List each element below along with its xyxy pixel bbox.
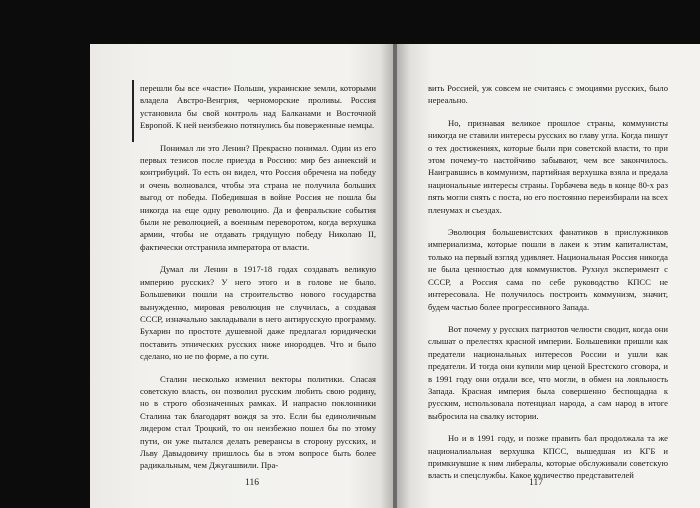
paragraph: Понимал ли это Ленин? Прекрасно понимал. Один из его первых тезисов после приезда в Россию: мир без аннексий и контрибуций. То есть он видел, что Россия обречена на победу и очень волновался, чтобы эта страна не получила больших выгод от победы. Победившая в войне Россия не пошла бы никогда на еще одну революцию. Да и февральские события были не революцией, а военным переворотом, когда верхушка армии, чтобы не отдавать грядущую победу Николаю II, фактически отстранила императора от власти. [140, 142, 376, 252]
page-number: 117 [529, 478, 543, 488]
scan-background [0, 0, 700, 44]
margin-ink-mark [132, 80, 134, 142]
paragraph: Думал ли Ленин в 1917-18 годах создавать великую империю русских? У него этого и в голове не было. Большевики пошли на строительство нового государства вынужденно, мировая революция не случилась, а создавая СССР, изначально закладывали в него антирусскую программу. Бухарин по простоте душевной даже предлагал юридически поставить этнических русских ниже инородцев. Что и было сделано, но не по форме, а по сути. [140, 264, 376, 362]
paragraph: Но, признавая великое прошлое страны, коммунисты никогда не ставили интересы русских во главу угла. Когда пишут о тех достижениях, которые были при советской власти, то при этом почему-то настойчиво забывают, чем все закончилось. Наигравшись в коммунизм, партийная верхушка взяла и предала национальные интересы страны. Горбачева ведь в конце 80-х раз пять могли снять с поста, но его постоянно переизбирали на всех пленумах и съездах. [428, 117, 668, 215]
left-page-text [140, 82, 376, 472]
paragraph: Вот почему у русских патриотов челюсти сводит, когда они слышат о прелестях красной империи. Большевики пришли как предатели национальных интересов России и ушли как предатели. И тогда они купили мир ценой Брестского сговора, и в 1991 году они отдали все, что могли, в обмен на лояльность Запада. Красная империя была совершенно беспощадна к русским, использовала потенциал народа, а сам народ в итоге выбросила на свалку истории. [428, 323, 668, 421]
paragraph: Эволюция большевистских фанатиков в прислужников империализма, которые пошли в лакеи к этим капиталистам, только на первый взгляд удивляет. Национальная Россия никогда не была ценностью для коммунистов. Рухнул эксперимент с СССР, а Россия сама по себе руководство КПСС не интересовала. Не получилось построить коммунизм, значит, будем частью более прогрессивного Запада. [428, 227, 668, 312]
book-gutter [393, 44, 397, 508]
paragraph: вить Россией, уж совсем не считаясь с эмоциями русских, было нереально. [428, 83, 668, 106]
paragraph: перешли бы все «части» Польши, украинские земли, которыми владела Австро-Венгрия, черноморские проливы. Россия установила бы свой контроль над Балканами и Восточной Европой. К ней неизбежно потянулись бы поверженные немцы. [140, 83, 376, 131]
right-page-text [428, 82, 668, 482]
page-number: 116 [245, 478, 259, 488]
right-page [396, 44, 700, 508]
left-page [90, 44, 394, 508]
paragraph: Сталин несколько изменил векторы политики. Спасая советскую власть, он позволил русским любить свою родину, но в строго обозначенных рамках. И напрасно поклонники Сталина так благодарят вождя за это. Если бы единоличным лидером стал Троцкий, то он неизбежно пошел бы по этому пути, он уже пытался делать реверансы в сторону русских, и Льву Давыдовичу пришлось бы в этом вопросе быть более радикальным, чем Джугашвили. Пра- [140, 373, 376, 471]
paragraph: Но и в 1991 году, и позже править бал продолжала та же националиальная верхушка КПСС, вышедшая из КГБ и примкнувшие к ним либералы, которые обслуживали советскую власть и спецслужбы. Какое количество представителей [428, 433, 668, 481]
